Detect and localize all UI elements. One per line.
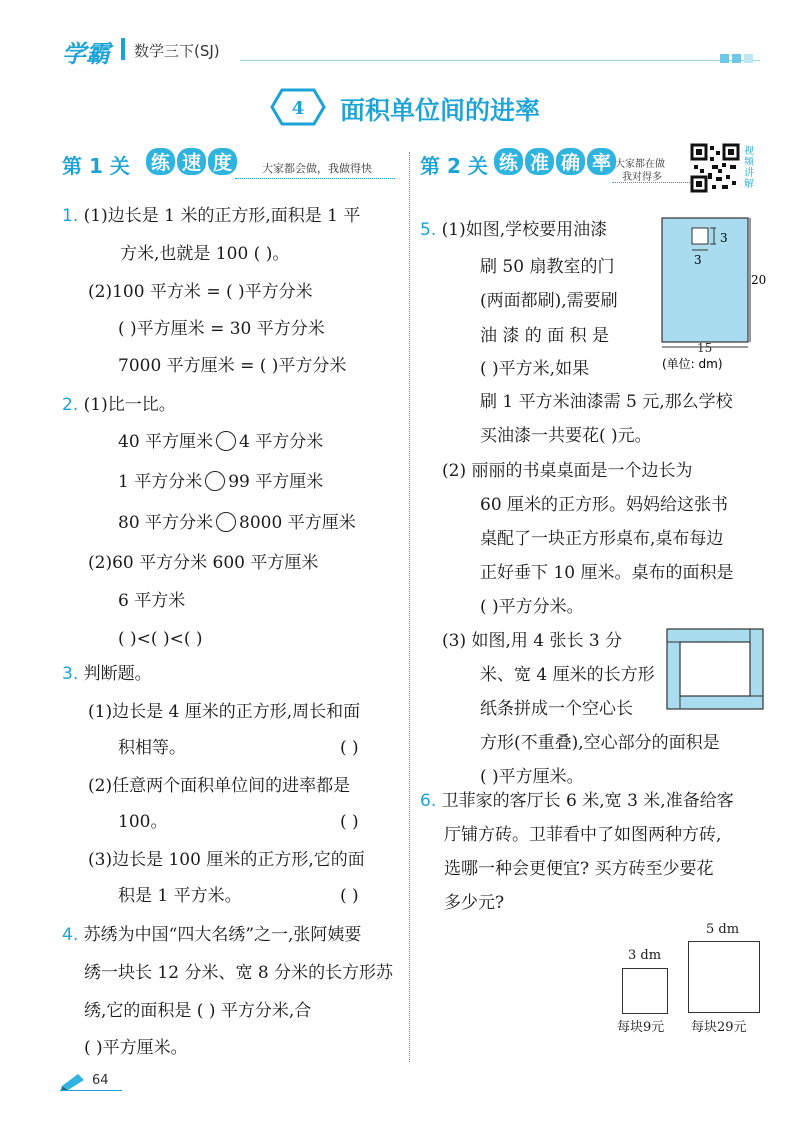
q1-line-4: ( )平方厘米 = 30 平方分米 — [118, 319, 325, 339]
q5-a-line-2: 刷 50 扇教室的门 — [480, 257, 615, 277]
tile2-price: 每块29元 — [691, 1020, 747, 1035]
logo-divider — [121, 38, 125, 60]
unit-number-badge — [270, 88, 326, 126]
q5-a-line-4: 油 漆 的 面 积 是 — [480, 326, 610, 346]
compare-circle[interactable] — [205, 471, 225, 491]
section1-slogan: 大家都会做，我做得快 — [262, 162, 372, 175]
q3-line-2: 积相等。 — [118, 738, 186, 758]
q5-b-line-3: 桌配了一块正方形桌布,桌布每边 — [480, 529, 724, 549]
door-height-label: 20 — [751, 273, 767, 287]
unit-note: (单位: dm) — [662, 357, 723, 371]
q3-paren-3[interactable]: ( ) — [340, 886, 359, 906]
unit-number: 4 — [291, 98, 305, 119]
question-number: 6. — [420, 791, 437, 811]
compare-circle[interactable] — [216, 512, 236, 532]
section1-level: 第 1 关 — [62, 154, 130, 178]
q1-line-5: 7000 平方厘米 = ( )平方分米 — [118, 356, 347, 376]
question-number: 4. — [62, 925, 79, 945]
q6-line-4: 多少元? — [444, 893, 505, 913]
section1-rule — [235, 178, 395, 179]
tile2-square — [688, 941, 760, 1013]
q3-line-3: (2)任意两个面积单位间的进率都是 — [88, 776, 351, 796]
window-width-label: 3 — [694, 253, 702, 267]
q2-compare-1: 40 平方厘米 4 平方分米 — [118, 432, 324, 452]
section2-badge: 练 准 确 率 — [494, 148, 618, 175]
q1-line-2: 方米,也就是 100 ( )。 — [120, 244, 290, 264]
q2-line-1: 2. (1)比一比。 — [62, 395, 176, 415]
unit-title: 面积单位间的进率 — [340, 96, 541, 125]
section1-badge: 练 速 度 — [146, 148, 239, 175]
q5-a-line-6: 刷 1 平方米油漆需 5 元,那么学校 — [480, 392, 733, 412]
q2-compare-3: 80 平方分米 8000 平方厘米 — [118, 513, 356, 533]
footer-rule — [60, 1090, 122, 1091]
header-squares — [720, 48, 753, 67]
section2-slogan-2: 我对得多 — [622, 172, 662, 183]
q2-line-5: (2)60 平方分米 600 平方厘米 — [88, 553, 319, 573]
tile1-price: 每块9元 — [617, 1020, 665, 1035]
q5-a-line-7: 买油漆一共要花( )元。 — [480, 426, 652, 446]
door-diagram — [650, 212, 770, 372]
question-number: 3. — [62, 664, 79, 684]
q6-line-3: 选哪一种会更便宜? 买方砖至少要花 — [444, 859, 714, 879]
q6-line-2: 厅铺方砖。卫菲看中了如图两种方砖, — [444, 825, 722, 845]
section2-slogan-1: 大家都在做 — [615, 159, 665, 170]
question-number: 5. — [420, 220, 437, 240]
question-number: 1. — [62, 206, 79, 226]
section2-level: 第 2 关 — [420, 154, 488, 178]
q2-line-6: 6 平方米 — [118, 591, 186, 611]
q5-a-line-3: (两面都刷),需要刷 — [480, 291, 618, 311]
door-width-label: 15 — [697, 341, 713, 355]
q6-line-1: 6. 卫菲家的客厅长 6 米,宽 3 米,准备给客 — [420, 791, 734, 811]
hollow-frame-diagram — [666, 628, 764, 710]
q5-b-line-4: 正好垂下 10 厘米。桌布的面积是 — [480, 563, 734, 583]
qr-label: 视 频 讲 解 — [744, 146, 754, 190]
q3-paren-1[interactable]: ( ) — [340, 738, 359, 758]
page-number: 64 — [92, 1073, 109, 1088]
q1-line-3: (2)100 平方米 = ( )平方分米 — [88, 282, 313, 302]
q2-line-7: ( )<( )<( ) — [118, 629, 203, 649]
q5-a-line-5: ( )平方米,如果 — [480, 359, 590, 379]
q3-line-5: (3)边长是 100 厘米的正方形,它的面 — [88, 850, 365, 870]
section2-rule — [612, 182, 692, 183]
column-divider — [409, 152, 410, 1062]
q3-paren-2[interactable]: ( ) — [340, 812, 359, 832]
question-number: 2. — [62, 395, 79, 415]
q5-c-line-4: 方形(不重叠),空心部分的面积是 — [480, 733, 720, 753]
q3-line-4: 100。 — [118, 812, 168, 832]
q4-line-2: 绣一块长 12 分米、宽 8 分米的长方形苏 — [84, 963, 394, 983]
q5-c-line-3: 纸条拼成一个空心长 — [480, 699, 633, 719]
q5-c-line-2: 米、宽 4 厘米的长方形 — [480, 665, 655, 685]
qr-code-icon[interactable] — [690, 143, 740, 193]
q3-line-6: 积是 1 平方米。 — [118, 886, 242, 906]
q4-line-4: ( )平方厘米。 — [84, 1038, 188, 1058]
q2-compare-2: 1 平方分米 99 平方厘米 — [118, 472, 324, 492]
window-height-label: 3 — [720, 231, 728, 245]
q4-line-3: 绣,它的面积是 ( ) 平方分米,合 — [84, 1001, 312, 1021]
header-rule — [240, 60, 760, 61]
q3-title: 3. 判断题。 — [62, 664, 152, 684]
q5-b-line-5: ( )平方分米。 — [480, 597, 584, 617]
book-title: 数学三下(SJ) — [134, 42, 220, 60]
tile2-size: 5 dm — [706, 922, 740, 937]
logo: 学霸 — [62, 40, 110, 68]
q5-b-line-2: 60 厘米的正方形。妈妈给这张书 — [480, 495, 729, 515]
q1-line-1: 1. (1)边长是 1 米的正方形,面积是 1 平 — [62, 206, 361, 226]
q4-line-1: 4. 苏绣为中国“四大名绣”之一,张阿姨要 — [62, 925, 362, 945]
tile1-size: 3 dm — [628, 948, 662, 963]
q3-line-1: (1)边长是 4 厘米的正方形,周长和面 — [88, 702, 361, 722]
pencil-icon — [60, 1070, 86, 1090]
tile1-square — [622, 968, 668, 1014]
q5-c-line-1: (3) 如图,用 4 张长 3 分 — [442, 631, 623, 651]
compare-circle[interactable] — [216, 431, 236, 451]
q5-c-line-5: ( )平方厘米。 — [480, 767, 584, 787]
q5-a-line-1: 5. (1)如图,学校要用油漆 — [420, 220, 608, 240]
q5-b-line-1: (2) 丽丽的书桌桌面是一个边长为 — [442, 461, 693, 481]
